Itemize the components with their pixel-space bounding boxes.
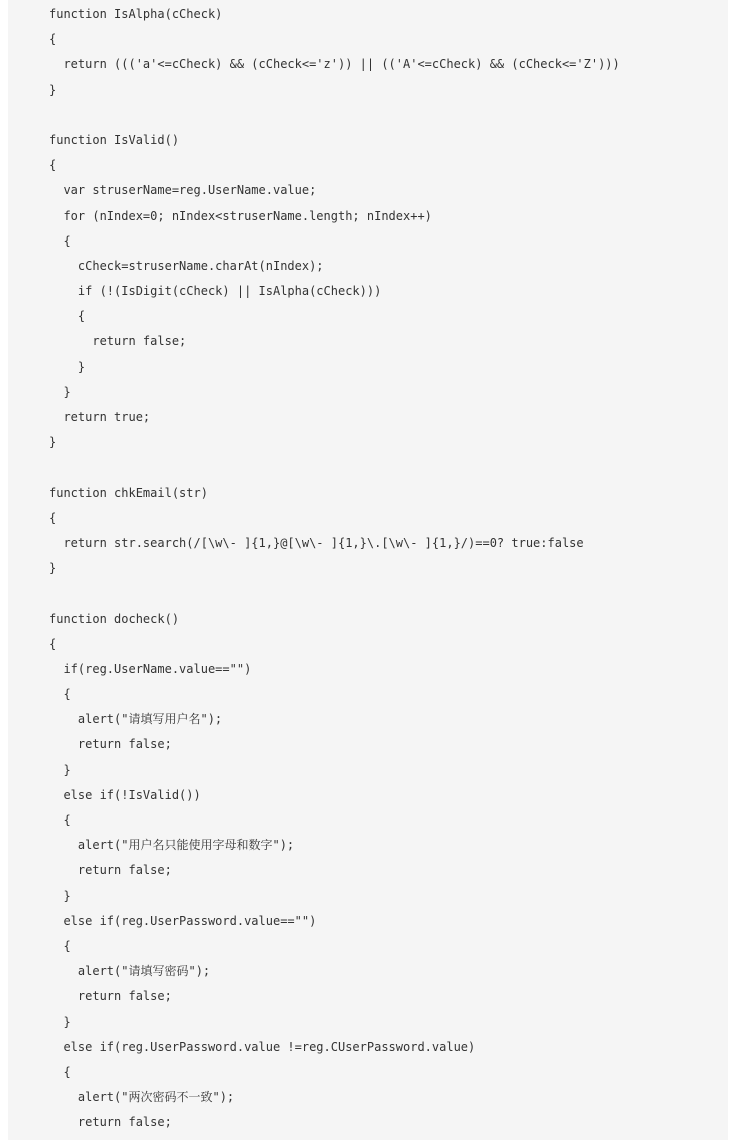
code-line: } [49,435,57,450]
code-line: var struserName=reg.UserName.value; [49,183,317,198]
code-line: for (nIndex=0; nIndex<struserName.length; nIndex++) [49,208,432,223]
code-block [8,0,728,1140]
code-line: } [49,762,71,777]
code-line: { [49,938,71,953]
code-line: { [49,158,57,173]
code-line: alert("用户名只能使用字母和数字"); [49,838,295,853]
code-line: alert("两次密码不一致"); [49,1090,235,1105]
code-line: } [49,359,86,374]
code-line: } [49,888,71,903]
code-line: cCheck=struserName.charAt(nIndex); [49,258,324,273]
code-line: return false; [49,863,172,878]
code-line [49,581,620,606]
code-line: return false; [49,334,187,349]
code-line [49,103,620,128]
code-line: else if(!IsValid()) [49,787,201,802]
code-line: function chkEmail(str) [49,485,208,500]
code-line: alert("请填写用户名"); [49,712,223,727]
code-line: return str.search(/[\w\- ]{1,}@[\w\- ]{1,}\.[\w\- ]{1,}/)==0? true:false [49,535,584,550]
code-line: else if(reg.UserPassword.value !=reg.CUserPassword.value) [49,1039,476,1054]
code-line: function IsValid() [49,132,180,147]
code-line: { [49,233,71,248]
code-line: { [49,510,57,525]
code-line: return false; [49,737,172,752]
code-line: { [49,309,86,324]
code-line: } [49,82,57,97]
code-line [49,455,620,480]
code-line: { [49,1064,71,1079]
code-line: } [49,384,71,399]
code-line: else if(reg.UserPassword.value=="") [49,913,317,928]
code-line: } [49,561,57,576]
code-line: } [49,1014,71,1029]
code-line: alert("请填写密码"); [49,964,211,979]
code-line: return false; [49,1115,172,1130]
code-line: { [49,636,57,651]
code-line: { [49,687,71,702]
code-line: return true; [49,410,151,424]
code-line: { [49,32,57,47]
code-line: return false; [49,989,172,1004]
code-line: function docheck() [49,611,180,626]
code-lines [49,2,620,1135]
code-line: return ((('a'<=cCheck) && (cCheck<='z')) || (('A'<=cCheck) && (cCheck<='Z'))) [49,57,620,72]
code-line: function IsAlpha(cCheck) [49,7,223,21]
code-line: if (!(IsDigit(cCheck) || IsAlpha(cCheck))) [49,284,382,299]
code-line: { [49,813,71,827]
code-line: if(reg.UserName.value=="") [49,661,252,676]
